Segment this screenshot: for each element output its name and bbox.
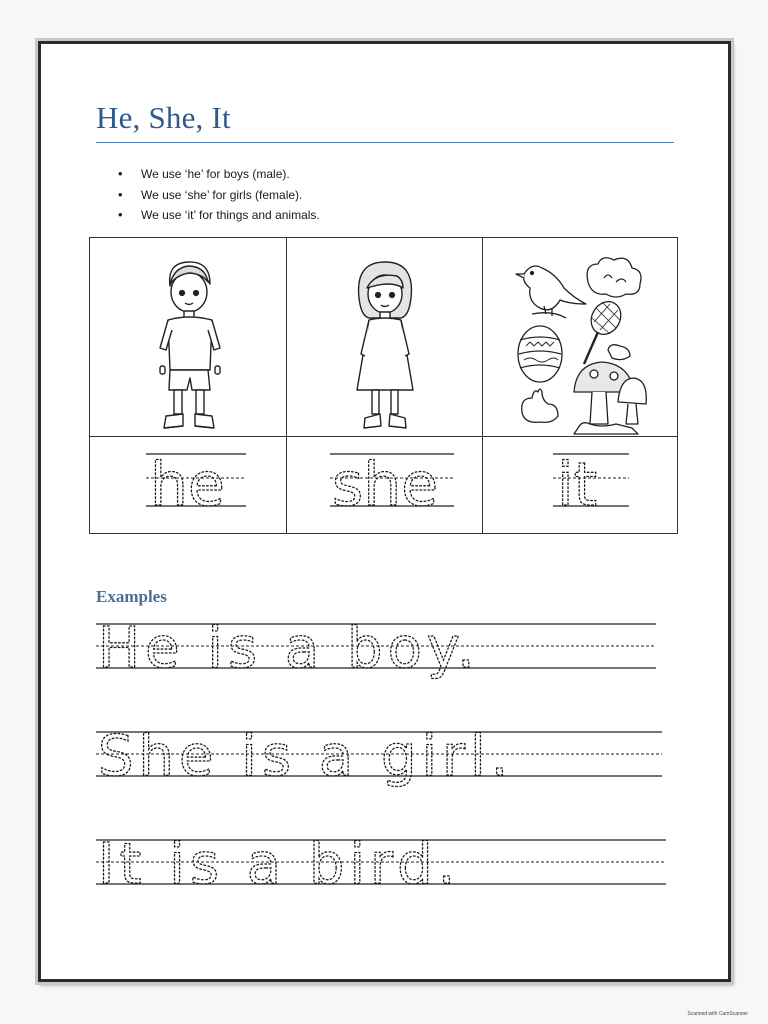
trace-word-she xyxy=(330,446,458,520)
things-and-animals-collage xyxy=(512,252,652,438)
girl-illustration xyxy=(345,258,425,436)
title-divider xyxy=(96,142,674,143)
svg-text:She is a girl.: She is a girl. xyxy=(98,724,514,789)
trace-word-he xyxy=(146,446,250,520)
rabbit-icon xyxy=(522,389,558,422)
examples-heading: Examples xyxy=(96,587,167,606)
rules-list xyxy=(118,164,320,226)
page-title: He, She, It xyxy=(96,100,231,135)
boy-illustration xyxy=(150,258,230,436)
svg-text:he: he xyxy=(150,450,225,520)
svg-text:He is a boy.: He is a boy. xyxy=(98,616,480,681)
example-line-1 xyxy=(96,616,666,700)
example-line-3 xyxy=(96,834,666,914)
cloud-icon xyxy=(587,258,641,297)
svg-text:It is a bird.: It is a bird. xyxy=(98,832,461,897)
svg-text:it: it xyxy=(557,450,598,520)
list-item: • We use ‘she’ for girls (female). xyxy=(118,185,320,206)
svg-text:she: she xyxy=(332,450,439,520)
list-item: • We use ‘it’ for things and animals. xyxy=(118,205,320,226)
list-item: • We use ‘he’ for boys (male). xyxy=(118,164,320,185)
example-line-2 xyxy=(96,726,666,806)
scanner-footer: Scanned with CamScanner xyxy=(687,1011,748,1017)
trace-word-it xyxy=(553,446,633,520)
